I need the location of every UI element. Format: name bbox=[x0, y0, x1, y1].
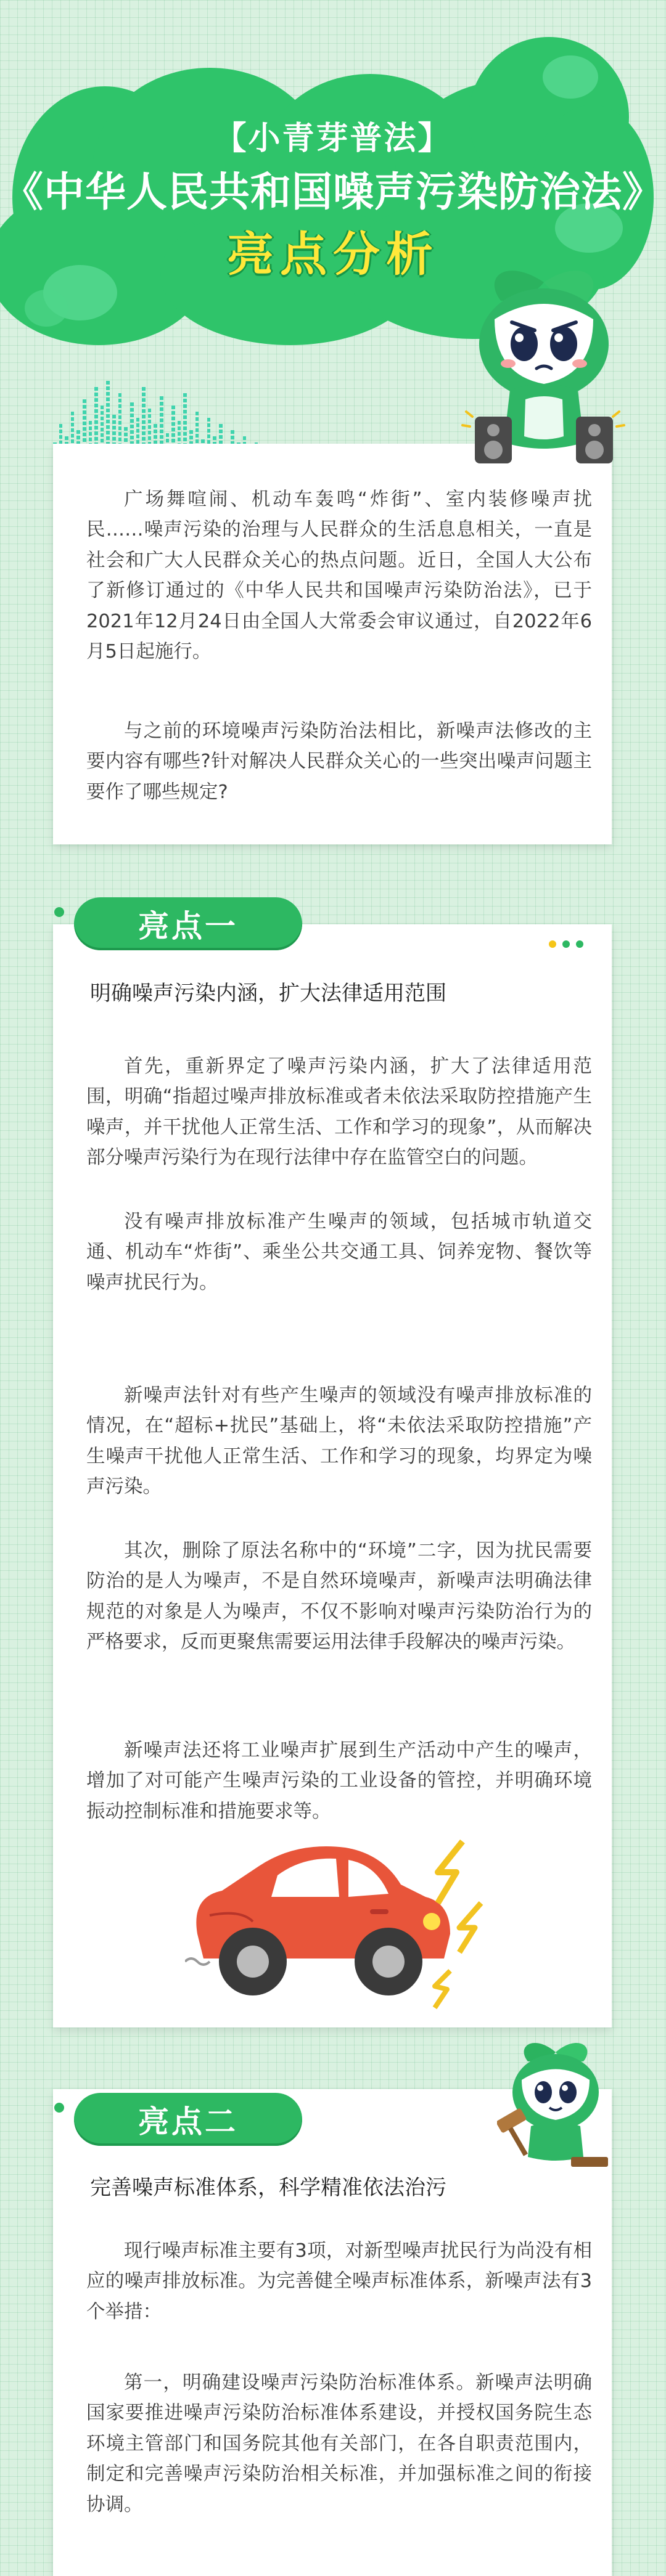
highlight-1-paragraph: 首先，重新界定了噪声污染内涵，扩大了法律适用范围，明确“指超过噪声排放标准或者未依法采取防控措施产生噪声，并干扰他人正常生活、工作和学习的现象”，从而解决部分噪声污染行为在现行法律中存在监管空白的问题。 bbox=[86, 1056, 592, 1169]
highlight-1-subtitle: 明确噪声污染内涵，扩大法律适用范围 bbox=[90, 981, 446, 1006]
badge-dot bbox=[54, 2103, 64, 2113]
highlight-1-paragraph: 没有噪声排放标准产生噪声的领域，包括城市轨道交通、机动车“炸街”、乘坐公共交通工具、饲养宠物、餐饮等噪声扰民行为。 bbox=[86, 1211, 592, 1294]
header-series-title: 【小青芽普法】 bbox=[214, 120, 452, 157]
highlight-2-paragraph: 第一，明确建设噪声污染防治标准体系。新噪声法明确国家要推进噪声污染防治标准体系建设，并授权国务院生态环境主管部门和国务院其他有关部门，在各自职责范围内，制定和完善噪声污染防治相关标准，并加强标准之间的衔接协调。 bbox=[86, 2372, 592, 2516]
badge-dot bbox=[54, 907, 64, 917]
mascot-illustration bbox=[458, 258, 630, 479]
highlight-2-subtitle: 完善噪声标准体系，科学精准依法治污 bbox=[90, 2175, 446, 2200]
header-law-title: 《中华人民共和国噪声污染防治法》 bbox=[2, 168, 664, 216]
highlight-2-paragraph: 现行噪声标准主要有3项，对新型噪声扰民行为尚没有相应的噪声排放标准。为完善健全噪声标准体系，新噪声法有3个举措： bbox=[86, 2240, 592, 2323]
highlight-1-badge: 亮点一 bbox=[74, 897, 302, 950]
highlight-1-paragraph: 新噪声法针对有些产生噪声的领域没有噪声排放标准的情况，在“超标+扰民”基础上，将“未依法采取防控措施”产生噪声干扰他人正常生活、工作和学习的现象，均界定为噪声污染。 bbox=[86, 1385, 592, 1498]
highlight-1-paragraph: 新噪声法还将工业噪声扩展到生产活动中产生的噪声，增加了对可能产生噪声污染的工业设备的管控，并明确环境振动控制标准和措施要求等。 bbox=[86, 1740, 592, 1822]
header-main-title: 亮点分析 bbox=[227, 227, 439, 282]
mascot-gavel-illustration bbox=[497, 2034, 614, 2175]
highlight-2-badge: 亮点二 bbox=[74, 2093, 302, 2146]
noisy-car-illustration bbox=[185, 1829, 506, 2020]
highlight-1-paragraph: 其次，删除了原法名称中的“环境”二字，因为扰民需要防治的是人为噪声，不是自然环境噪声，新噪声法明确法律规范的对象是人为噪声，不仅不影响对噪声污染防治行为的严格要求，反而更聚焦需要运用法律手段解决的噪声污染。 bbox=[86, 1540, 592, 1653]
intro-paragraph-1: 广场舞喧闹、机动车轰鸣“炸街”、室内装修噪声扰民……噪声污染的治理与人民群众的生活息息相关，一直是社会和广大人民群众关心的热点问题。近日，全国人大公布了新修订通过的《中华人民共和国噪声污染防治法》，已于2021年12月24日由全国人大常委会审议通过，自2022年6月5日起施行。 bbox=[86, 489, 592, 663]
decorative-dots bbox=[549, 940, 583, 948]
intro-paragraph-2: 与之前的环境噪声污染防治法相比，新噪声法修改的主要内容有哪些?针对解决人民群众关心的一些突出噪声问题主要作了哪些规定? bbox=[86, 720, 592, 803]
